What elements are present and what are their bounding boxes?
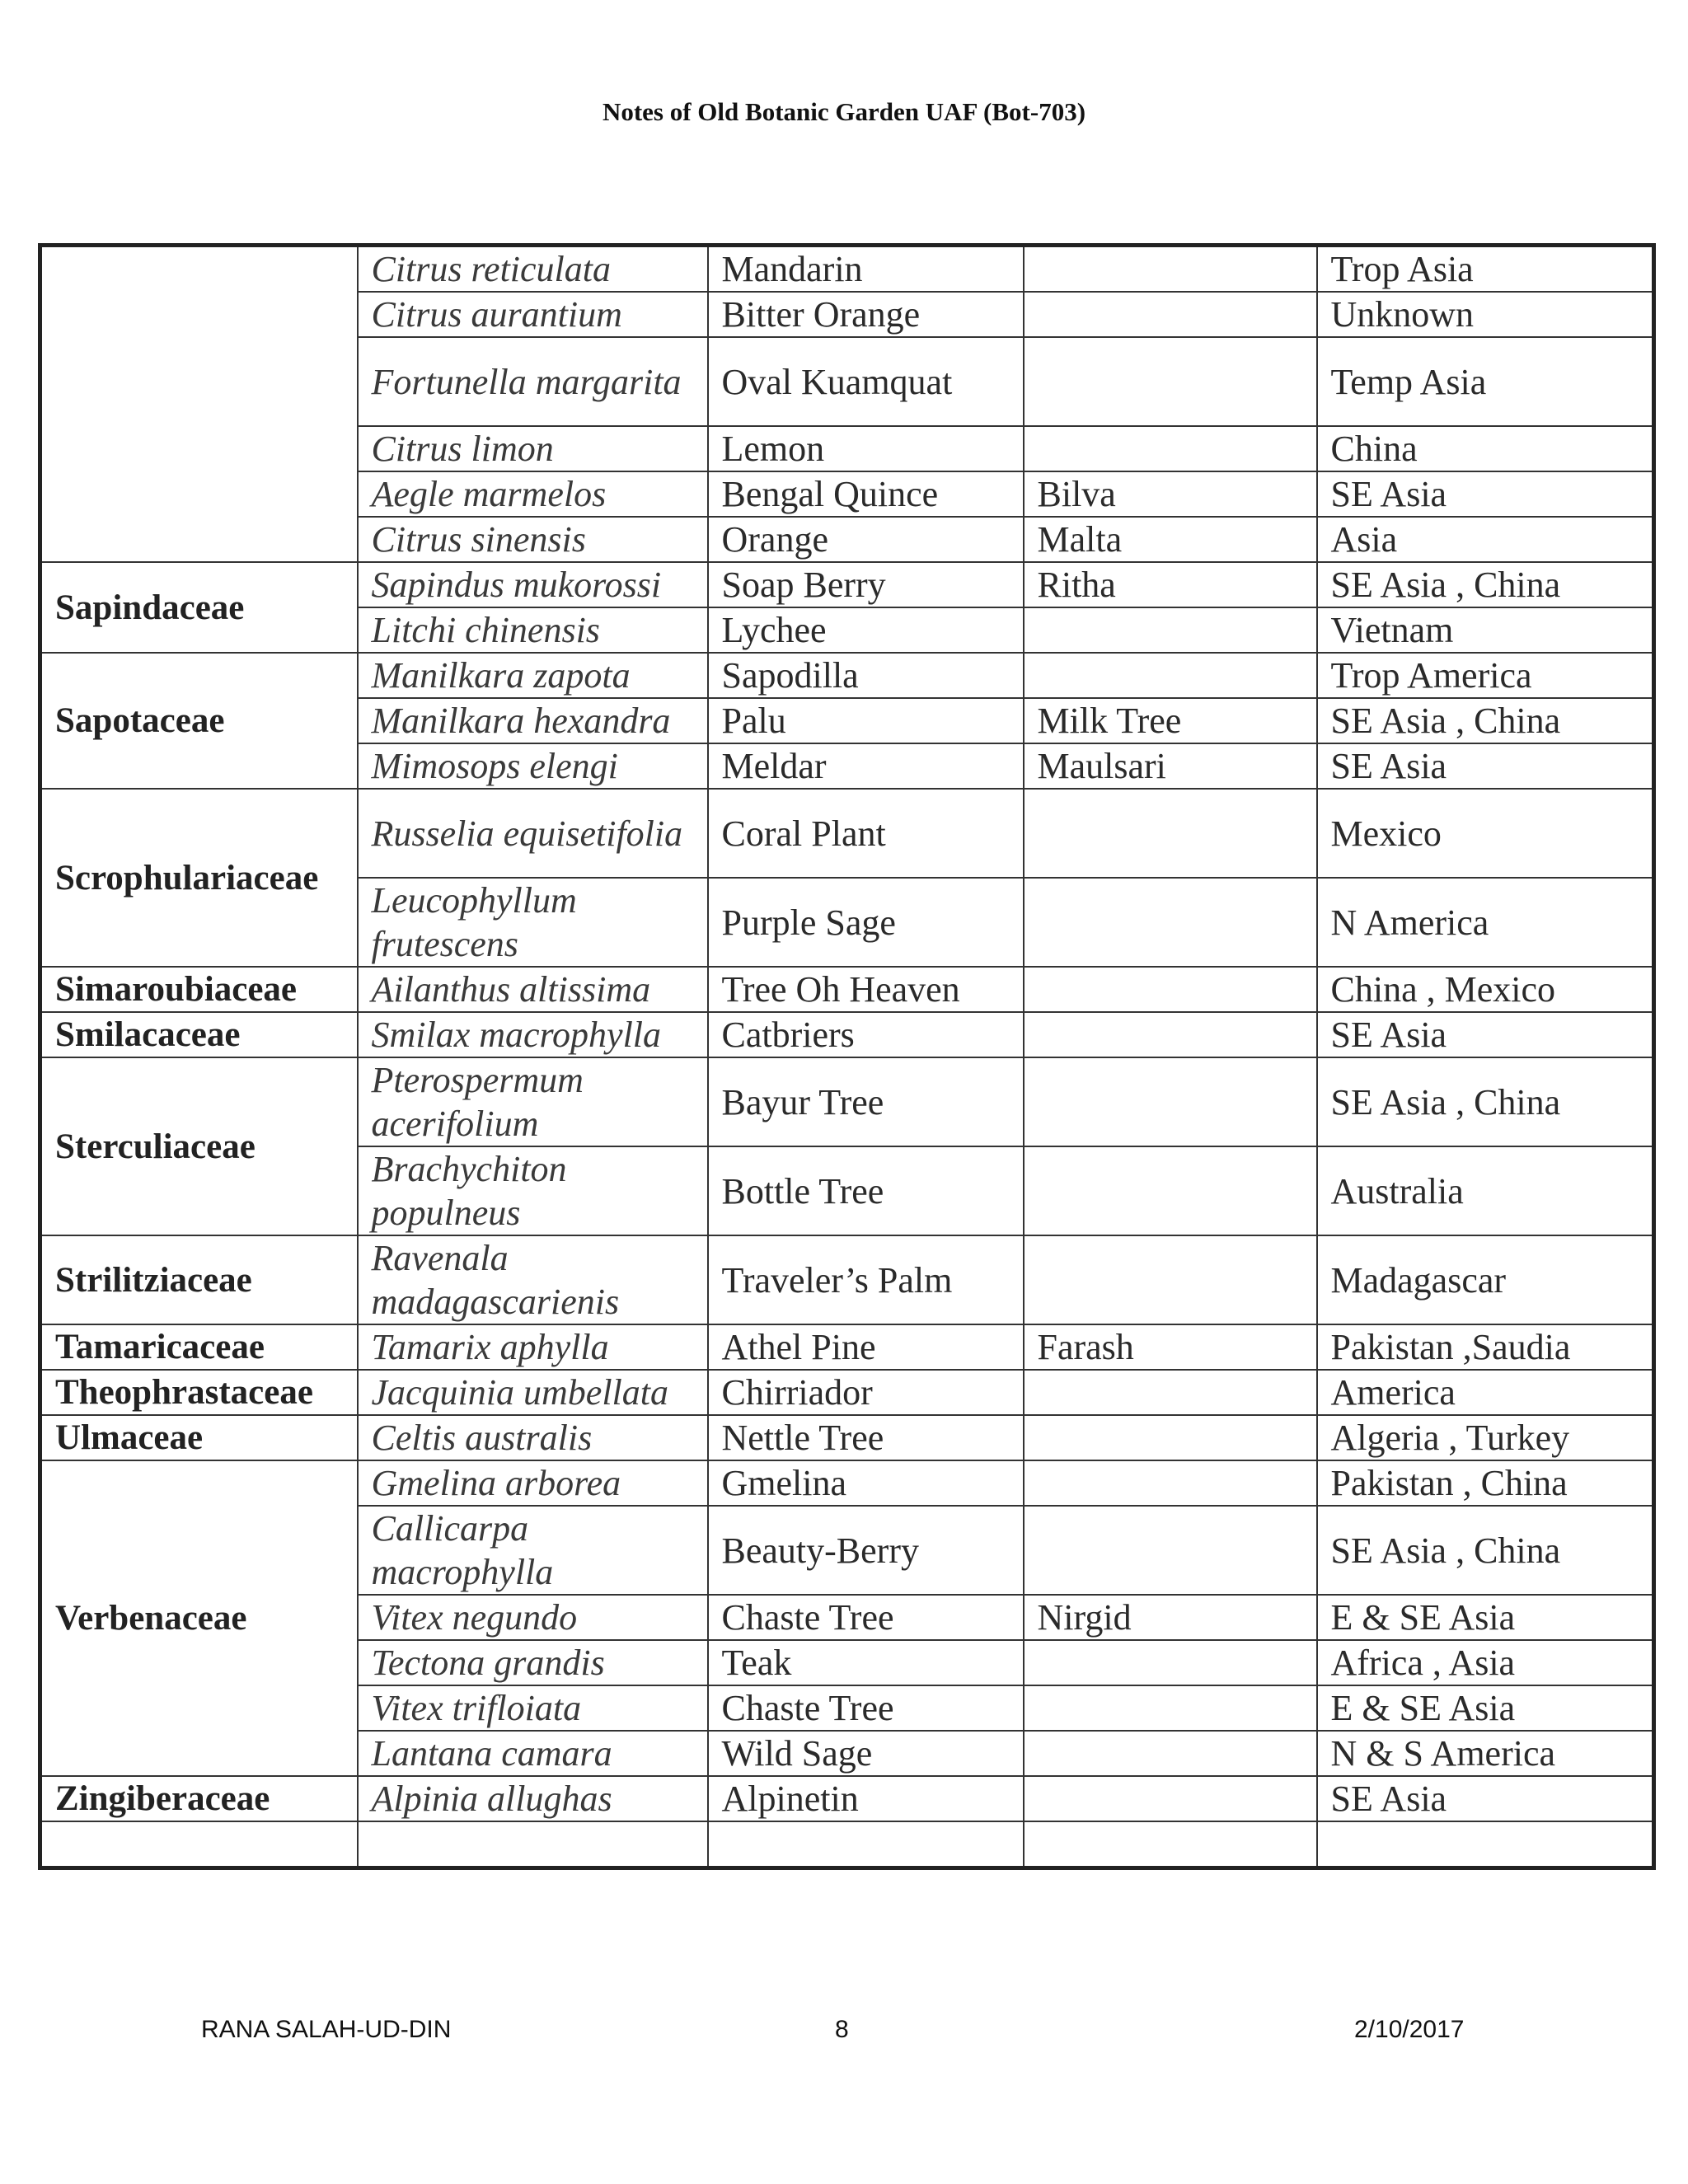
local-name-cell xyxy=(1024,1506,1317,1595)
origin-cell: Africa , Asia xyxy=(1317,1640,1654,1685)
common-name-cell: Athel Pine xyxy=(708,1324,1024,1370)
origin-cell: SE Asia xyxy=(1317,1776,1654,1821)
scientific-name-cell: Vitex trifloiata xyxy=(358,1685,708,1731)
common-name-cell: Chaste Tree xyxy=(708,1595,1024,1640)
local-name-cell xyxy=(1024,1370,1317,1415)
common-name-cell: Oval Kuamquat xyxy=(708,337,1024,426)
origin-cell: E & SE Asia xyxy=(1317,1595,1654,1640)
local-name-cell xyxy=(1024,1685,1317,1731)
common-name-cell: Soap Berry xyxy=(708,562,1024,607)
plant-table xyxy=(38,243,1656,1870)
common-name-cell: Meldar xyxy=(708,743,1024,789)
origin-cell: SE Asia , China xyxy=(1317,1506,1654,1595)
common-name-cell: Sapodilla xyxy=(708,653,1024,698)
local-name-cell: Maulsari xyxy=(1024,743,1317,789)
origin-cell: N America xyxy=(1317,878,1654,967)
family-cell xyxy=(40,246,358,563)
common-name-cell: Lemon xyxy=(708,426,1024,471)
local-name-cell xyxy=(1024,1012,1317,1057)
origin-cell: China xyxy=(1317,426,1654,471)
scientific-name-cell: Citrus limon xyxy=(358,426,708,471)
common-name-cell: Traveler’s Palm xyxy=(708,1235,1024,1324)
local-name-cell xyxy=(1024,292,1317,337)
local-name-cell: Bilva xyxy=(1024,471,1317,517)
scientific-name-cell: Citrus sinensis xyxy=(358,517,708,562)
common-name-cell: Wild Sage xyxy=(708,1731,1024,1776)
scientific-name-cell: Sapindus mukorossi xyxy=(358,562,708,607)
family-cell: Strilitziaceae xyxy=(40,1235,358,1324)
origin-cell: Vietnam xyxy=(1317,607,1654,653)
origin-cell: America xyxy=(1317,1370,1654,1415)
scientific-name-cell: Manilkara zapota xyxy=(358,653,708,698)
family-cell: Zingiberaceae xyxy=(40,1776,358,1821)
table-row xyxy=(40,1012,1654,1057)
local-name-cell xyxy=(1024,607,1317,653)
local-name-cell xyxy=(1024,1415,1317,1460)
origin-cell: Trop America xyxy=(1317,653,1654,698)
origin-cell: Algeria , Turkey xyxy=(1317,1415,1654,1460)
local-name-cell xyxy=(1024,878,1317,967)
local-name-cell: Ritha xyxy=(1024,562,1317,607)
local-name-cell xyxy=(1024,967,1317,1012)
origin-cell: Madagascar xyxy=(1317,1235,1654,1324)
family-cell: Sapindaceae xyxy=(40,562,358,653)
local-name-cell xyxy=(1024,1731,1317,1776)
table-row xyxy=(40,562,1654,607)
family-cell: Simaroubiaceae xyxy=(40,967,358,1012)
common-name-cell xyxy=(708,1821,1024,1868)
local-name-cell xyxy=(1024,1821,1317,1868)
scientific-name-cell: Russelia equisetifolia xyxy=(358,789,708,878)
local-name-cell xyxy=(1024,1057,1317,1146)
scientific-name-cell: Alpinia allughas xyxy=(358,1776,708,1821)
common-name-cell: Gmelina xyxy=(708,1460,1024,1506)
family-cell: Tamaricaceae xyxy=(40,1324,358,1370)
local-name-cell xyxy=(1024,337,1317,426)
table-row xyxy=(40,1460,1654,1506)
scientific-name-cell: Mimosops elengi xyxy=(358,743,708,789)
table-row xyxy=(40,1415,1654,1460)
common-name-cell: Bayur Tree xyxy=(708,1057,1024,1146)
common-name-cell: Alpinetin xyxy=(708,1776,1024,1821)
origin-cell: Pakistan ,Saudia xyxy=(1317,1324,1654,1370)
local-name-cell: Farash xyxy=(1024,1324,1317,1370)
family-cell: Smilacaceae xyxy=(40,1012,358,1057)
origin-cell: SE Asia , China xyxy=(1317,562,1654,607)
origin-cell xyxy=(1317,1821,1654,1868)
local-name-cell xyxy=(1024,1460,1317,1506)
footer-page-number: 8 xyxy=(835,2016,849,2043)
origin-cell: Asia xyxy=(1317,517,1654,562)
origin-cell: N & S America xyxy=(1317,1731,1654,1776)
origin-cell: Unknown xyxy=(1317,292,1654,337)
common-name-cell: Teak xyxy=(708,1640,1024,1685)
family-cell: Verbenaceae xyxy=(40,1460,358,1776)
common-name-cell: Beauty-Berry xyxy=(708,1506,1024,1595)
plant-table-body xyxy=(40,246,1654,1868)
scientific-name-cell: Callicarpa macrophylla xyxy=(358,1506,708,1595)
scientific-name-cell: Jacquinia umbellata xyxy=(358,1370,708,1415)
scientific-name-cell: Fortunella margarita xyxy=(358,337,708,426)
family-cell: Ulmaceae xyxy=(40,1415,358,1460)
table-row xyxy=(40,1370,1654,1415)
scientific-name-cell: Pterospermum acerifolium xyxy=(358,1057,708,1146)
scientific-name-cell: Ravenala madagascarienis xyxy=(358,1235,708,1324)
local-name-cell xyxy=(1024,1235,1317,1324)
scientific-name-cell: Gmelina arborea xyxy=(358,1460,708,1506)
scientific-name-cell: Celtis australis xyxy=(358,1415,708,1460)
common-name-cell: Bengal Quince xyxy=(708,471,1024,517)
table-row xyxy=(40,1776,1654,1821)
table-row xyxy=(40,246,1654,293)
common-name-cell: Purple Sage xyxy=(708,878,1024,967)
origin-cell: SE Asia xyxy=(1317,1012,1654,1057)
scientific-name-cell: Citrus reticulata xyxy=(358,246,708,293)
local-name-cell: Milk Tree xyxy=(1024,698,1317,743)
local-name-cell xyxy=(1024,1776,1317,1821)
local-name-cell xyxy=(1024,1146,1317,1235)
table-row xyxy=(40,1821,1654,1868)
family-cell: Theophrastaceae xyxy=(40,1370,358,1415)
common-name-cell: Nettle Tree xyxy=(708,1415,1024,1460)
table-row xyxy=(40,653,1654,698)
family-cell: Sterculiaceae xyxy=(40,1057,358,1235)
scientific-name-cell: Vitex negundo xyxy=(358,1595,708,1640)
common-name-cell: Bitter Orange xyxy=(708,292,1024,337)
local-name-cell xyxy=(1024,426,1317,471)
page-header-title: Notes of Old Botanic Garden UAF (Bot-703) xyxy=(602,97,1086,126)
origin-cell: China , Mexico xyxy=(1317,967,1654,1012)
origin-cell: E & SE Asia xyxy=(1317,1685,1654,1731)
origin-cell: Trop Asia xyxy=(1317,246,1654,293)
origin-cell: SE Asia xyxy=(1317,471,1654,517)
origin-cell: Mexico xyxy=(1317,789,1654,878)
common-name-cell: Bottle Tree xyxy=(708,1146,1024,1235)
family-cell xyxy=(40,1821,358,1868)
scientific-name-cell: Smilax macrophylla xyxy=(358,1012,708,1057)
scientific-name-cell: Leucophyllum frutescens xyxy=(358,878,708,967)
table-row xyxy=(40,967,1654,1012)
local-name-cell: Malta xyxy=(1024,517,1317,562)
scientific-name-cell: Litchi chinensis xyxy=(358,607,708,653)
scientific-name-cell: Brachychiton populneus xyxy=(358,1146,708,1235)
scientific-name-cell: Lantana camara xyxy=(358,1731,708,1776)
common-name-cell: Tree Oh Heaven xyxy=(708,967,1024,1012)
scientific-name-cell: Citrus aurantium xyxy=(358,292,708,337)
origin-cell: Pakistan , China xyxy=(1317,1460,1654,1506)
footer-author: RANA SALAH-UD-DIN xyxy=(201,2016,452,2043)
family-cell: Scrophulariaceae xyxy=(40,789,358,967)
local-name-cell xyxy=(1024,246,1317,293)
local-name-cell xyxy=(1024,789,1317,878)
table-row xyxy=(40,1235,1654,1324)
common-name-cell: Chirriador xyxy=(708,1370,1024,1415)
local-name-cell: Nirgid xyxy=(1024,1595,1317,1640)
origin-cell: Temp Asia xyxy=(1317,337,1654,426)
scientific-name-cell: Tamarix aphylla xyxy=(358,1324,708,1370)
origin-cell: SE Asia , China xyxy=(1317,698,1654,743)
common-name-cell: Lychee xyxy=(708,607,1024,653)
common-name-cell: Mandarin xyxy=(708,246,1024,293)
origin-cell: SE Asia xyxy=(1317,743,1654,789)
family-cell: Sapotaceae xyxy=(40,653,358,789)
origin-cell: SE Asia , China xyxy=(1317,1057,1654,1146)
common-name-cell: Palu xyxy=(708,698,1024,743)
table-row xyxy=(40,1324,1654,1370)
scientific-name-cell xyxy=(358,1821,708,1868)
common-name-cell: Coral Plant xyxy=(708,789,1024,878)
scientific-name-cell: Aegle marmelos xyxy=(358,471,708,517)
table-row xyxy=(40,1057,1654,1146)
origin-cell: Australia xyxy=(1317,1146,1654,1235)
local-name-cell xyxy=(1024,653,1317,698)
table-row xyxy=(40,789,1654,878)
common-name-cell: Chaste Tree xyxy=(708,1685,1024,1731)
footer-date: 2/10/2017 xyxy=(1354,2016,1465,2043)
scientific-name-cell: Tectona grandis xyxy=(358,1640,708,1685)
scientific-name-cell: Ailanthus altissima xyxy=(358,967,708,1012)
page-footer xyxy=(0,2016,1688,2049)
scientific-name-cell: Manilkara hexandra xyxy=(358,698,708,743)
common-name-cell: Catbriers xyxy=(708,1012,1024,1057)
local-name-cell xyxy=(1024,1640,1317,1685)
common-name-cell: Orange xyxy=(708,517,1024,562)
